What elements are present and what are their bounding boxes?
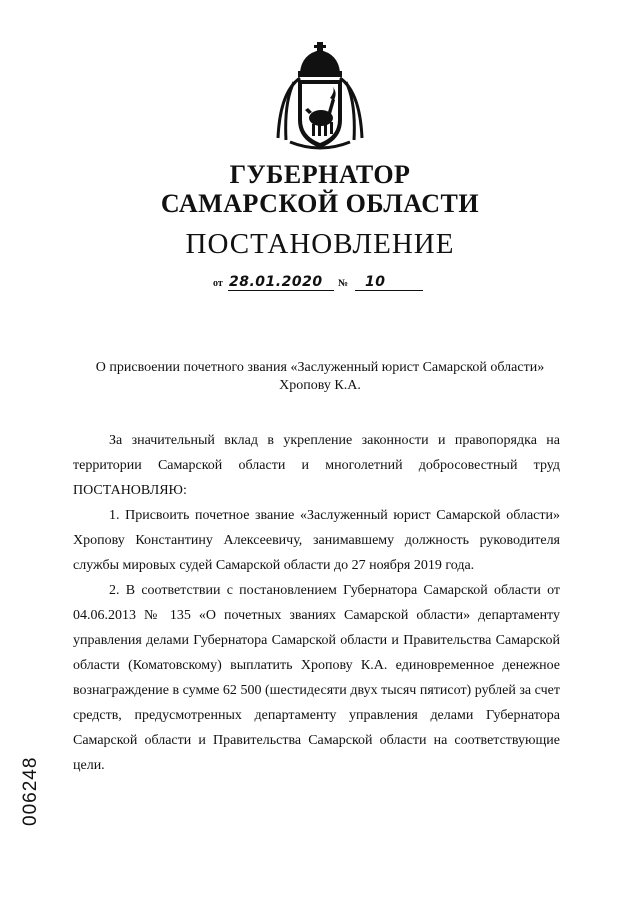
number-underline — [355, 290, 423, 291]
document-date: 28.01.2020 — [229, 274, 323, 290]
subject-line1: О присвоении почетного звания «Заслуженный юрист Самарской области» — [95, 360, 545, 375]
item-2-paragraph: 2. В соответствии с постановлением Губернатора Самарской области от 04.06.2013 № 135 «О почетных званиях Самарской области» департаменту управления делами Губернатора Самарской области и Правительства Самарской области (Коматовскому) выплатить Хропову К.А. единовременное денежное вознаграждение в сумме 62 500 (шестидесяти двух тысяч пятисот) рублей за счет средств, предусмотренных департаменту управления делами Губернатора Самарской области и Правительства Самарской области на соответствующие цели. — [73, 583, 560, 773]
org-title-line2: САМАРСКОЙ ОБЛАСТИ — [160, 189, 480, 218]
document-body — [73, 428, 560, 778]
document-subject — [70, 359, 570, 395]
margin-serial-number: 006248 — [20, 756, 41, 826]
document-number: 10 — [365, 274, 386, 290]
from-label: от — [213, 278, 223, 289]
org-title-line1: ГУБЕРНАТОР — [229, 160, 411, 189]
date-underline — [228, 290, 334, 291]
subject-line2: Хропову К.А. — [279, 378, 361, 393]
item-1-paragraph: 1. Присвоить почетное звание «Заслуженный юрист Самарской области» Хропову Константину Алексеевичу, занимавшему должность руководителя службы мировых судей Самарской области до 27 ноября 2019 года. — [73, 508, 560, 573]
samara-coat-of-arms-icon — [270, 42, 370, 154]
preamble-paragraph: За значительный вклад в укрепление законности и правопорядка на территории Самарской области и многолетний добросовестный труд ПОСТАНОВЛЯЮ: — [73, 433, 560, 498]
document-type: ПОСТАНОВЛЕНИЕ — [185, 228, 455, 260]
number-label: № — [338, 278, 349, 289]
date-number-line — [213, 273, 433, 293]
